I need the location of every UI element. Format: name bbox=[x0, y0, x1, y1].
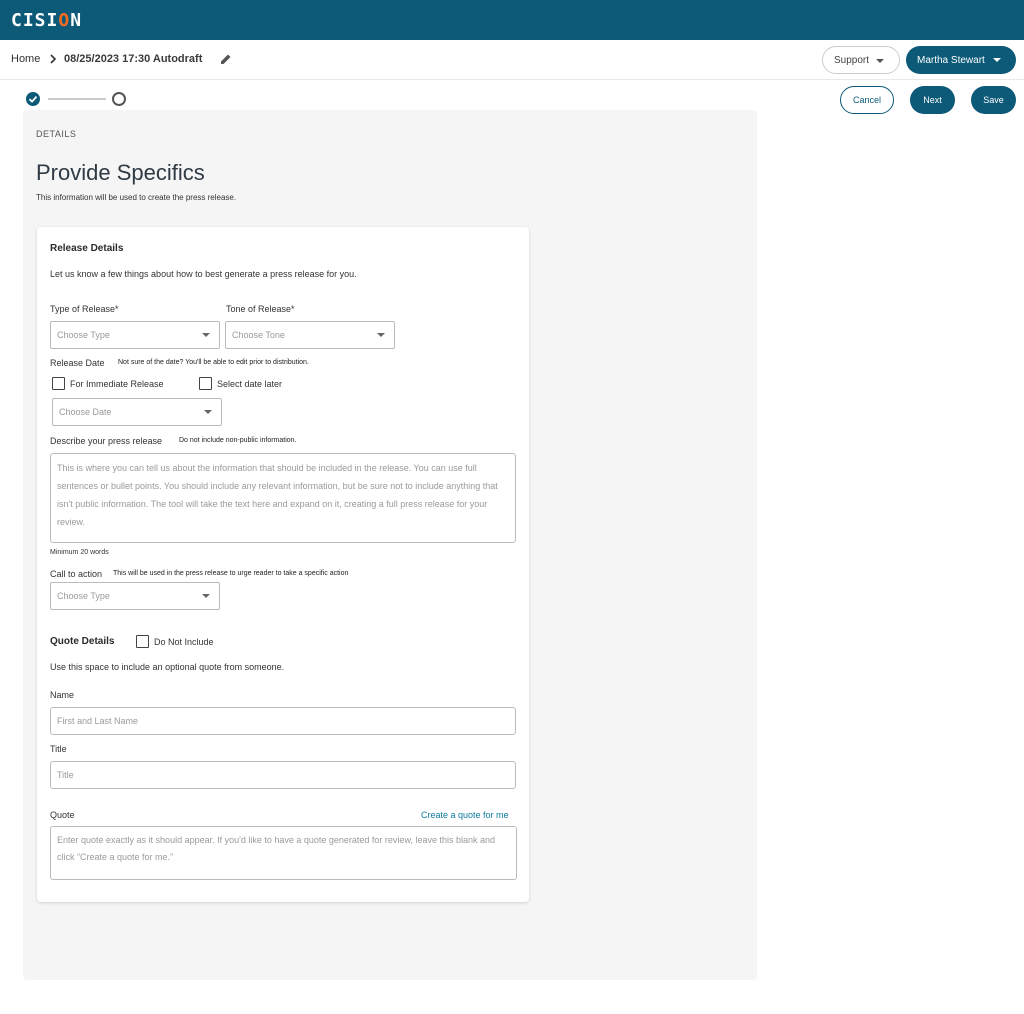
release-date-select[interactable] bbox=[52, 398, 222, 426]
call-to-action-label: Call to action bbox=[50, 569, 103, 579]
select-placeholder: Choose Type bbox=[57, 330, 110, 340]
page-subtitle: This information will be used to create the press release. bbox=[36, 193, 237, 202]
select-placeholder: Choose Tone bbox=[232, 330, 285, 340]
logo-text-accent: O bbox=[58, 9, 71, 31]
title-input[interactable]: Title bbox=[50, 761, 516, 789]
caret-down-icon bbox=[993, 58, 1001, 62]
caret-down-icon bbox=[876, 59, 884, 63]
call-to-action-hint: This will be used in the press release to urge reader to take a specific action bbox=[113, 570, 349, 577]
caret-down-icon bbox=[202, 333, 210, 337]
describe-textarea[interactable]: This is where you can tell us about the information that should be included in the release. You can use full sentences or bullet points. You should include any relevant information, but be sure not to include anything that isn't public information. The tool will take the text here and expand on it, creating a full press release for your review. bbox=[50, 453, 516, 543]
quote-intro: Use this space to include an optional quote from someone. bbox=[50, 662, 285, 672]
caret-down-icon bbox=[204, 410, 212, 414]
minimum-words-hint: Minimum 20 words bbox=[50, 549, 109, 556]
quote-details-heading: Quote Details bbox=[50, 636, 115, 647]
select-date-later-checkbox[interactable] bbox=[199, 377, 212, 390]
describe-hint: Do not include non-public information. bbox=[179, 437, 297, 444]
select-date-later-label: Select date later bbox=[217, 379, 283, 389]
logo-text: CIS bbox=[11, 9, 47, 31]
breadcrumb-home-link[interactable]: Home bbox=[11, 53, 41, 65]
step-pending-icon bbox=[112, 92, 126, 106]
save-button[interactable]: Save bbox=[971, 86, 1016, 114]
top-brand-bar bbox=[0, 0, 1024, 40]
logo-text: N bbox=[70, 9, 83, 31]
release-details-intro: Let us know a few things about how to best generate a press release for you. bbox=[50, 269, 357, 279]
step-complete-icon bbox=[26, 92, 40, 106]
do-not-include-checkbox[interactable] bbox=[136, 635, 149, 648]
do-not-include-label: Do Not Include bbox=[154, 637, 214, 647]
title-label: Title bbox=[50, 744, 67, 754]
page-title: Provide Specifics bbox=[36, 160, 205, 185]
next-button[interactable]: Next bbox=[910, 86, 955, 114]
draft-title: 08/25/2023 17:30 Autodraft bbox=[64, 53, 203, 65]
select-placeholder: Choose Date bbox=[59, 407, 112, 417]
release-date-label: Release Date bbox=[50, 358, 105, 368]
section-kicker: DETAILS bbox=[36, 129, 77, 139]
chevron-right-icon bbox=[48, 52, 58, 66]
create-quote-link[interactable]: Create a quote for me bbox=[421, 810, 509, 820]
tone-of-release-select[interactable] bbox=[225, 321, 395, 349]
immediate-release-checkbox[interactable] bbox=[52, 377, 65, 390]
quote-textarea[interactable]: Enter quote exactly as it should appear. If you'd like to have a quote generated for review, leave this blank and click “Create a quote for me.” bbox=[50, 826, 517, 880]
release-details-heading: Release Details bbox=[50, 243, 124, 254]
release-date-hint: Not sure of the date? You'll be able to edit prior to distribution. bbox=[118, 359, 309, 366]
immediate-release-label: For Immediate Release bbox=[70, 379, 164, 389]
quote-label: Quote bbox=[50, 810, 75, 820]
cancel-button[interactable]: Cancel bbox=[840, 86, 894, 114]
type-of-release-select[interactable] bbox=[50, 321, 220, 349]
caret-down-icon bbox=[202, 594, 210, 598]
caret-down-icon bbox=[377, 333, 385, 337]
step-connector bbox=[48, 98, 106, 100]
progress-stepper bbox=[26, 92, 130, 106]
select-placeholder: Choose Type bbox=[57, 591, 110, 601]
support-label: Support bbox=[834, 54, 870, 66]
name-input[interactable]: First and Last Name bbox=[50, 707, 516, 735]
describe-label: Describe your press release bbox=[50, 436, 163, 446]
call-to-action-select[interactable] bbox=[50, 582, 220, 610]
type-of-release-label: Type of Release* bbox=[50, 304, 119, 314]
pencil-edit-icon[interactable] bbox=[220, 53, 232, 65]
tone-of-release-label: Tone of Release* bbox=[226, 304, 295, 314]
user-menu-dropdown[interactable] bbox=[906, 46, 1016, 74]
cision-logo[interactable] bbox=[11, 9, 82, 31]
name-label: Name bbox=[50, 690, 75, 700]
user-name: Martha Stewart bbox=[917, 54, 985, 66]
support-dropdown[interactable] bbox=[822, 46, 900, 74]
logo-text: I bbox=[46, 9, 59, 31]
